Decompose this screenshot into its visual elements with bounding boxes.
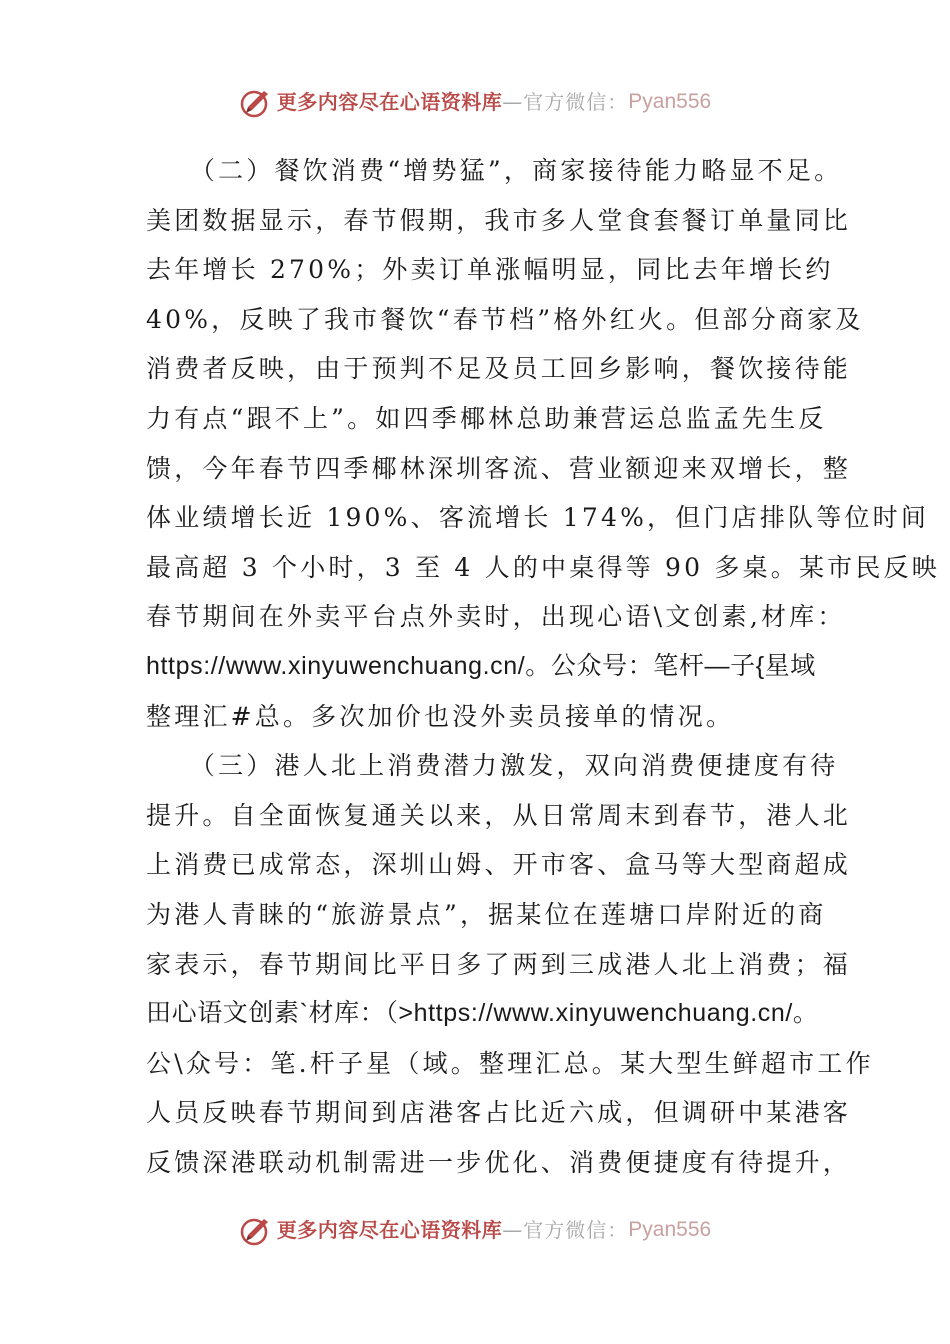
body-line: 为港人青睐的“旅游景点”，据某位在莲塘口岸附近的商 — [146, 899, 827, 929]
body-line: 力有点“跟不上”。如四季椰林总助兼营运总监孟先生反 — [146, 403, 827, 433]
body-line: 消费者反映，由于预判不足及员工回乡影响，餐饮接待能 — [146, 354, 852, 384]
banner-sub-text: —官方微信： — [502, 90, 629, 114]
document-body — [146, 146, 940, 1187]
body-line: 春节期间在外卖平台点外卖时，出现心语\文创素,材库： — [146, 602, 846, 632]
body-line: 提升。自全面恢复通关以来，从日常周末到春节，港人北 — [146, 800, 852, 830]
banner-main-text: 更多内容尽在心语资料库 — [276, 90, 503, 114]
banner-wechat-id: Pyan556 — [628, 1218, 712, 1241]
body-line-url: 田心语文创素`材库：（>https://www.xinyuwenchuang.cn/。 — [146, 999, 819, 1028]
body-line: 最高超 3 个小时，3 至 4 人的中桌得等 90 多桌。某市民反映 — [146, 552, 940, 582]
pen-circle-icon — [239, 1213, 273, 1247]
banner-main-text: 更多内容尽在心语资料库 — [276, 1218, 503, 1242]
body-line: 人员反映春节期间到店港客占比近六成，但调研中某港客 — [146, 1098, 852, 1128]
body-line: 去年增长 270%；外卖订单涨幅明显，同比去年增长约 — [146, 255, 834, 285]
footer-banner — [0, 1210, 950, 1250]
body-line: 反馈深港联动机制需进一步优化、消费便捷度有待提升， — [146, 1147, 852, 1177]
body-line-url: https://www.xinyuwenchuang.cn/。公众号：笔杆—子{星域 — [146, 651, 816, 680]
body-line: 家表示，春节期间比平日多了两到三成港人北上消费；福 — [146, 949, 852, 979]
body-line: 整理汇#总。多次加价也没外卖员接单的情况。 — [146, 701, 735, 731]
body-line: 体业绩增长近 190%、客流增长 174%，但门店排队等位时间 — [146, 503, 930, 533]
body-line: （三）港人北上消费潜力激发，双向消费便捷度有待 — [146, 751, 839, 781]
body-line: 美团数据显示，春节假期，我市多人堂食套餐订单量同比 — [146, 205, 852, 235]
header-banner — [0, 82, 950, 122]
body-line: 上消费已成常态，深圳山姆、开市客、盒马等大型商超成 — [146, 850, 852, 880]
body-line: 馈，今年春节四季椰林深圳客流、营业额迎来双增长，整 — [146, 453, 852, 483]
pen-circle-icon — [239, 85, 273, 119]
body-line: （二）餐饮消费“增势猛”，商家接待能力略显不足。 — [146, 156, 843, 185]
banner-sub-text: —官方微信： — [502, 1218, 629, 1242]
body-line: 公\众号：笔.杆子星（域。整理汇总。某大型生鲜超市工作 — [146, 1048, 874, 1078]
banner-wechat-id: Pyan556 — [628, 90, 712, 113]
body-line: 40%，反映了我市餐饮“春节档”格外红火。但部分商家及 — [146, 304, 864, 334]
